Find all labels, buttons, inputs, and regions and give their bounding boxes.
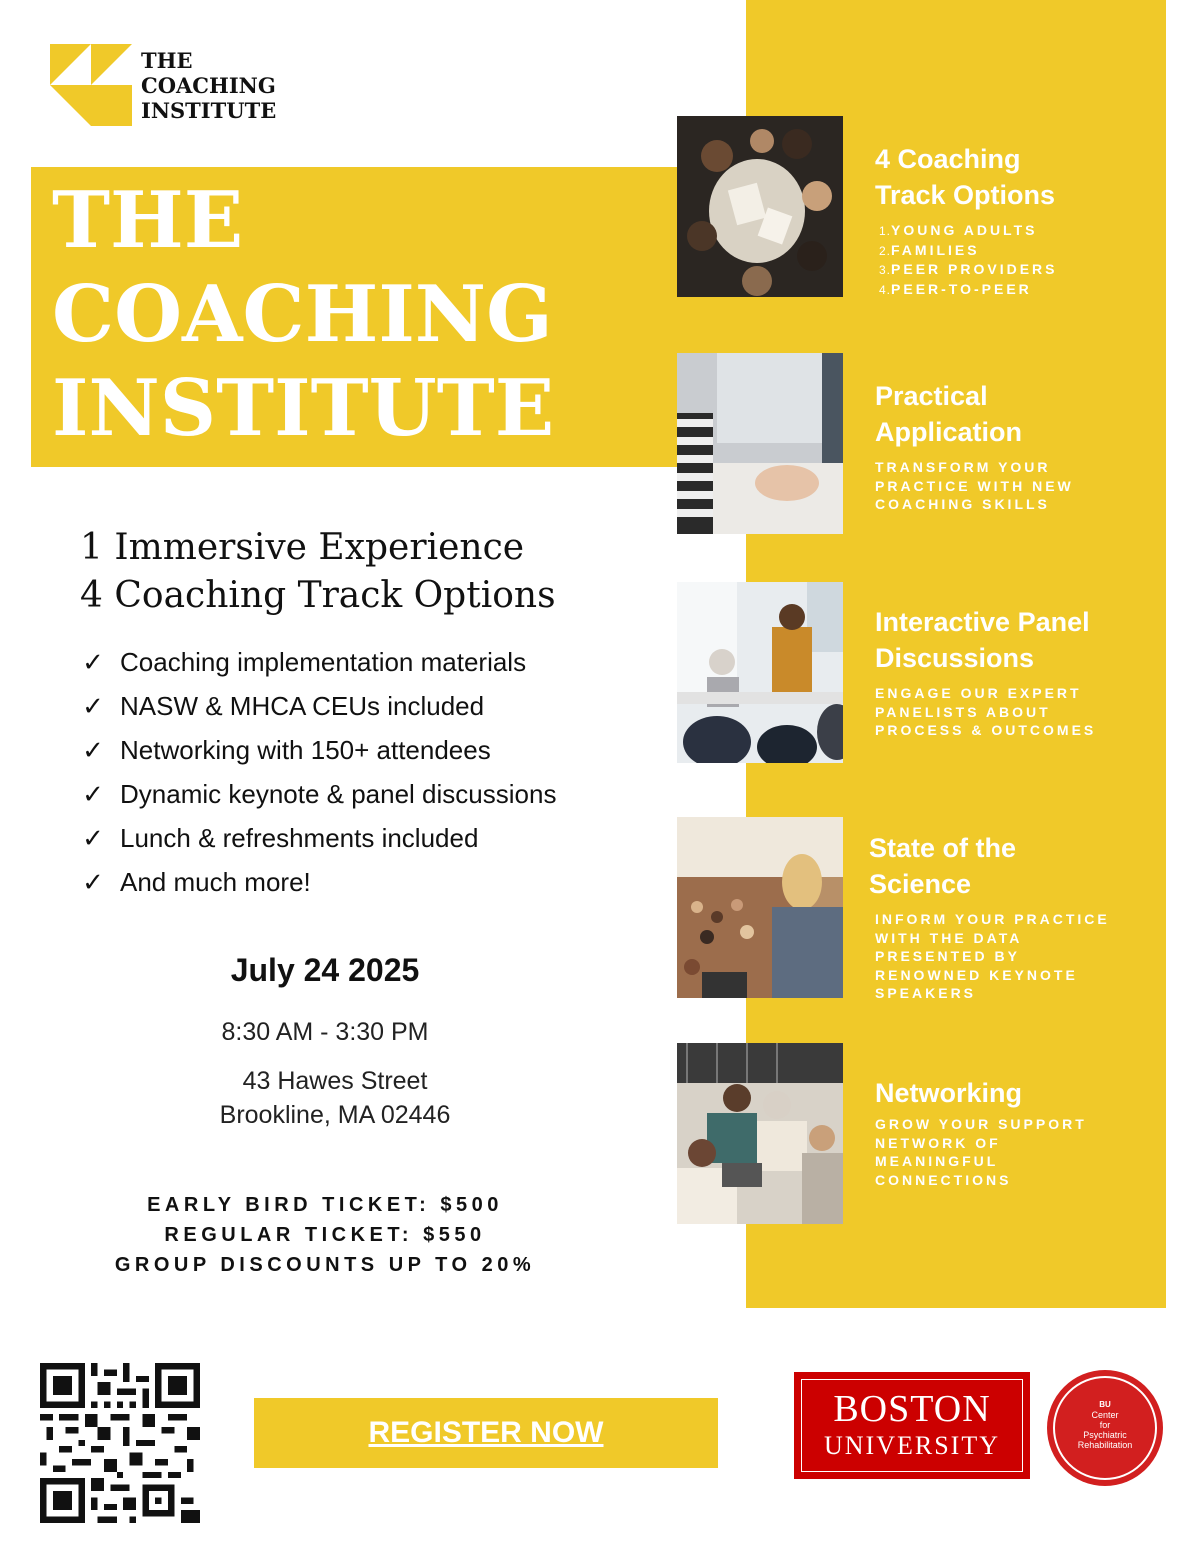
track-label: FAMILIES <box>891 241 980 258</box>
feature-title-networking <box>875 1075 1022 1111</box>
benefit-text: Coaching implementation materials <box>120 646 527 677</box>
feature-body-line: WITH THE DATA <box>875 929 1023 946</box>
list-item <box>879 280 1058 300</box>
feature-title-line: 4 Coaching <box>875 144 1021 174</box>
feature-body-line: INFORM YOUR PRACTICE <box>875 911 1110 927</box>
feature-body-line: SPEAKERS <box>875 985 977 1001</box>
ticket-pricing <box>60 1190 590 1280</box>
photo-group-table <box>677 116 843 297</box>
ticket-line: GROUP DISCOUNTS UP TO 20% <box>114 1254 536 1276</box>
feature-body-line: GROW YOUR SUPPORT <box>875 1116 1087 1132</box>
feature-body-line: PRESENTED BY <box>875 948 1020 964</box>
list-item <box>78 816 556 860</box>
qr-code-icon[interactable] <box>40 1363 200 1523</box>
cpr-seal-line: for <box>1099 1420 1111 1430</box>
benefits-list <box>78 640 556 904</box>
photo-keynote-audience <box>677 817 843 998</box>
feature-body-line: MEANINGFUL <box>875 1153 999 1169</box>
register-now-button[interactable] <box>254 1398 718 1468</box>
list-item <box>78 772 556 816</box>
list-number: 4. <box>879 282 892 297</box>
track-label: YOUNG ADULTS <box>891 222 1038 238</box>
list-number: 1. <box>879 224 892 238</box>
event-time: 8:30 AM - 3:30 PM <box>221 1018 429 1046</box>
photo-networking-group <box>677 1043 843 1224</box>
feature-body-line: PROCESS & OUTCOMES <box>875 722 1097 738</box>
feature-title-science <box>869 830 1016 902</box>
checkmark-icon: ✓ <box>82 778 104 809</box>
benefit-text: Dynamic keynote & panel discussions <box>120 778 557 809</box>
feature-body-practical <box>875 458 1074 514</box>
checkmark-icon: ✓ <box>82 646 104 677</box>
cpr-seal-line: Psychiatric <box>1083 1430 1127 1440</box>
logo-wordmark <box>141 48 276 123</box>
address-line: Brookline, MA 02446 <box>219 1101 451 1129</box>
checkmark-icon: ✓ <box>82 734 104 765</box>
address-line: 43 Hawes Street <box>242 1067 428 1095</box>
feature-body-networking <box>875 1115 1087 1189</box>
list-item <box>879 241 1058 261</box>
list-item <box>78 640 556 684</box>
list-number: 3. <box>879 263 892 277</box>
feature-title-line: Practical <box>875 381 988 411</box>
logo-line: INSTITUTE <box>141 98 277 123</box>
tagline-line: 1 Immersive Experience <box>80 527 525 568</box>
cpr-seal-line: Center <box>1091 1410 1119 1420</box>
feature-title-line: Networking <box>875 1078 1023 1108</box>
feature-body-line: PANELISTS ABOUT <box>875 703 1051 720</box>
feature-body-line: ENGAGE OUR EXPERT <box>875 685 1082 701</box>
title-line: INSTITUTE <box>52 363 555 454</box>
feature-title-panel <box>875 604 1090 676</box>
list-item <box>879 260 1058 280</box>
bu-logo-line: UNIVERSITY <box>824 1431 1000 1460</box>
feature-title-practical <box>875 378 1022 450</box>
title-line: THE <box>52 175 244 266</box>
feature-body-line: COACHING SKILLS <box>875 496 1050 512</box>
feature-body-line: TRANSFORM YOUR <box>875 459 1051 475</box>
benefit-text: Lunch & refreshments included <box>120 822 479 853</box>
event-address <box>150 1064 520 1132</box>
list-item <box>78 684 556 728</box>
benefit-text: NASW & MHCA CEUs included <box>120 690 485 721</box>
feature-title-line: Application <box>875 417 1022 447</box>
feature-body-panel <box>875 684 1096 740</box>
page-title <box>52 174 554 456</box>
feature-title-line: Interactive Panel <box>875 607 1090 637</box>
feature-title-line: Discussions <box>875 643 1035 673</box>
feature-title-tracks <box>875 141 1055 213</box>
feature-title-line: State of the <box>869 833 1017 863</box>
list-item <box>879 221 1058 241</box>
list-item <box>78 860 556 904</box>
bu-logo-line: BOSTON <box>833 1388 991 1430</box>
logo-line: THE <box>141 48 193 73</box>
tagline-line: 4 Coaching Track Options <box>80 575 556 616</box>
benefit-text: Networking with 150+ attendees <box>120 734 491 765</box>
photo-writing-hand <box>677 353 843 534</box>
cpr-seal-logo <box>1047 1370 1163 1486</box>
title-line: COACHING <box>52 269 553 360</box>
feature-body-line: RENOWNED KEYNOTE <box>875 966 1078 983</box>
logo-line: COACHING <box>141 73 276 98</box>
boston-university-logo <box>794 1372 1030 1479</box>
track-label: PEER PROVIDERS <box>891 261 1058 277</box>
cpr-seal-line: BU <box>1099 1400 1111 1409</box>
ticket-line: EARLY BIRD TICKET: $500 <box>147 1194 503 1216</box>
logo-triangles-icon <box>50 44 132 126</box>
checkmark-icon: ✓ <box>82 690 104 721</box>
ticket-line: REGULAR TICKET: $550 <box>164 1224 486 1246</box>
benefit-text: And much more! <box>120 866 311 897</box>
list-number: 2. <box>879 243 892 258</box>
photo-panel-speaker <box>677 582 843 763</box>
feature-body-line: NETWORK OF <box>875 1134 1001 1151</box>
track-options-list <box>879 221 1058 299</box>
tagline <box>80 524 556 620</box>
cpr-seal-line: Rehabilitation <box>1077 1440 1133 1450</box>
register-now-label: REGISTER NOW <box>368 1416 604 1449</box>
feature-title-line: Science <box>869 869 972 899</box>
checkmark-icon: ✓ <box>82 822 104 853</box>
feature-title-line: Track Options <box>875 180 1056 210</box>
feature-body-science <box>875 910 1110 1003</box>
feature-body-line: CONNECTIONS <box>875 1171 1012 1188</box>
track-label: PEER-TO-PEER <box>891 280 1032 297</box>
cpr-seal-text <box>1047 1400 1163 1450</box>
checkmark-icon: ✓ <box>82 866 104 897</box>
event-date: July 24 2025 <box>230 952 420 988</box>
feature-body-line: PRACTICE WITH NEW <box>875 477 1074 494</box>
list-item <box>78 728 556 772</box>
